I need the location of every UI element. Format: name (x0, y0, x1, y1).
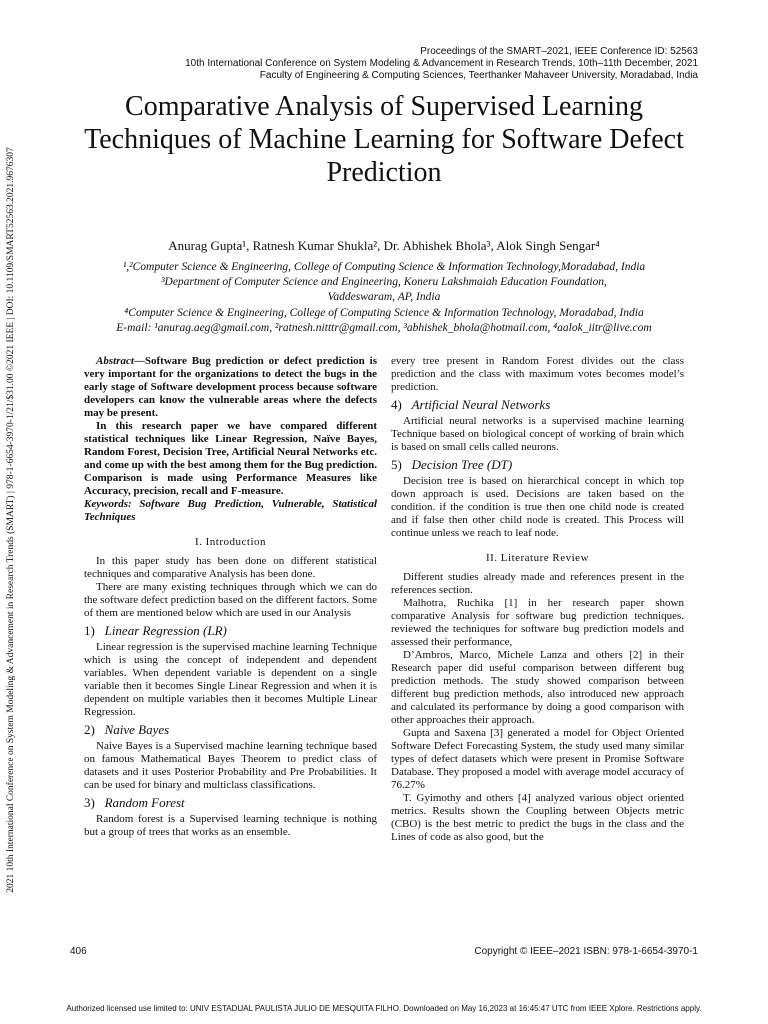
section-heading-literature-review: II. Literature Review (485, 552, 590, 564)
side-doi-text: 2021 10th International Conference on System Modeling & Advancement in Research Trends (SMART) | 978-1-6654-3970-1/21/$31.00 ©2021 IEEE | DOI: 10.1109/SMART52563.2021.9676307 (6, 147, 16, 893)
linear-regression-paragraph: Linear regression is the supervised machine learning Technique which is using the concept of independent and dependent variables. When dependent variable is dependent on a single variable then it becomes Single Linear Regression and when it is dependent on multiple variables then it becomes Multiple Linear Regression. (84, 641, 377, 718)
abstract-paragraph-2: In this research paper we have compared different statistical techniques like Linear Regression, Naïve Bayes, Random Forest, Decision Tree, Artificial Neural Networks etc. and come up with the best among them for the Bug prediction. Comparison is made using Performance Measures like Accuracy, precision, recall and F-measure. (84, 420, 377, 497)
abstract-label: Abstract— (96, 355, 145, 367)
conference-header-line3: Faculty of Engineering & Computing Sciences, Teerthanker Mahaveer University, Moradabad, India (259, 70, 698, 81)
conference-header-line1: Proceedings of the SMART–2021, IEEE Conference ID: 52563 (420, 46, 698, 57)
subsection-number: 2) (84, 722, 95, 737)
abstract-text-1: Software Bug prediction or defect prediction is very important for the organizations to detect the bugs in the early stage of Software development process because software developers can know the vulnerable areas where the defects may be present. (84, 355, 377, 419)
authorized-use-notice: Authorized licensed use limited to: UNIV ESTADUAL PAULISTA JULIO DE MESQUITA FILHO. Downloaded on May 16,2023 at 16:45:47 UTC from IEEE Xplore. Restrictions apply. (66, 1004, 702, 1013)
side-doi-strip (4, 100, 18, 940)
copyright-line: Copyright © IEEE–2021 ISBN: 978-1-6654-3970-1 (474, 946, 698, 957)
right-column (391, 355, 684, 844)
subsection-naive-bayes (84, 723, 377, 736)
subsection-decision-tree (391, 458, 684, 471)
abstract-paragraph-1 (84, 355, 377, 420)
affiliation-1-2: ¹,²Computer Science & Engineering, College of Computing Science & Information Technology,Moradabad, India (122, 261, 646, 273)
subsection-title: Artificial Neural Networks (411, 397, 551, 412)
subsection-number: 4) (391, 397, 402, 412)
subsection-number: 1) (84, 623, 95, 638)
neural-networks-paragraph: Artificial neural networks is a supervised machine learning Technique based on biological concept of working of brain which is based on small cells called neurons. (391, 415, 684, 453)
affiliation-3-location: Vaddeswaram, AP, India (327, 291, 441, 303)
affiliation-4: ⁴Computer Science & Engineering, College of Computing Science & Information Technology, Moradabad, India (124, 307, 644, 319)
affiliation-3: ³Department of Computer Science and Engineering, Koneru Lakshmaiah Education Foundation, (161, 276, 607, 288)
literature-paragraph-2: Malhotra, Ruchika [1] in her research paper shown comparative Analysis for software bug prediction techniques. reviewed the techniques for software bug prediction models and assessed their performance, (391, 597, 684, 648)
subsection-neural-networks (391, 398, 684, 411)
random-forest-continued: every tree present in Random Forest divides out the class prediction and the class with maximum votes becomes model’s prediction. (391, 355, 684, 393)
subsection-title: Decision Tree (DT) (411, 457, 513, 472)
subsection-random-forest (84, 796, 377, 809)
subsection-title: Random Forest (104, 795, 185, 810)
subsection-linear-regression (84, 624, 377, 637)
section-heading-introduction: I. Introduction (194, 536, 267, 548)
keywords: Keywords: Software Bug Prediction, Vulnerable, Statistical Techniques (84, 498, 377, 523)
email-line: E-mail: ¹anurag.aeg@gmail.com, ²ratnesh.nitttr@gmail.com, ³abhishek_bhola@hotmail.com, ⁴aalok_iitr@live.com (116, 322, 652, 334)
subsection-title: Linear Regression (LR) (104, 623, 227, 638)
literature-paragraph-3: D’Ambros, Marco, Michele Lanza and others [2] in their Research paper did useful comparison between different bug prediction methods. The study showed comparison between different bug prediction methods, also introduced new approach and calculated its performance by doing a good comparison with other approaches their approach. (391, 649, 684, 726)
authors-line: Anurag Gupta¹, Ratnesh Kumar Shukla², Dr. Abhishek Bhola³, Alok Singh Sengar⁴ (168, 238, 600, 253)
naive-bayes-paragraph: Naive Bayes is a Supervised machine learning technique based on famous Mathematical Bayes Theorem to predict class of datasets and it uses Posterior Probability and Pre Probabilities. It can be used for binary and multiclass classifications. (84, 740, 377, 791)
literature-paragraph-4: Gupta and Saxena [3] generated a model for Object Oriented Software Defect Forecasting System, the study used many similar types of defect datasets which were present in Promise Software Database. They proposed a model with average model accuracy of 76.27% (391, 727, 684, 791)
subsection-number: 3) (84, 795, 95, 810)
subsection-number: 5) (391, 457, 402, 472)
paper-title: Comparative Analysis of Supervised Learning Techniques of Machine Learning for Software Defect Prediction (84, 91, 684, 188)
conference-header-line2: 10th International Conference on System Modeling & Advancement in Research Trends, 10th–11th December, 2021 (185, 58, 698, 69)
literature-paragraph-1: Different studies already made and references present in the references section. (391, 571, 684, 596)
page-number: 406 (70, 946, 87, 957)
intro-paragraph-1: In this paper study has been done on different statistical techniques and comparative Analysis has been done. (84, 555, 377, 580)
subsection-title: Naive Bayes (104, 722, 170, 737)
left-column (84, 355, 377, 839)
intro-paragraph-2: There are many existing techniques through which we can do the software defect prediction based on the different factors. Some of them are mentioned below which are used in our Analysis (84, 581, 377, 619)
decision-tree-paragraph: Decision tree is based on hierarchical concept in which top down approach is used. Decisions are taken based on the condition. if the condition is true then one child node is created and if false then other child node is created. This Process will continue unless we reach to leaf node. (391, 475, 684, 539)
literature-paragraph-5: T. Gyimothy and others [4] analyzed various object oriented metrics. Results shown the Coupling between Objects metric (CBO) is the best metric to predict the bugs in the class and the Lines of code as also good, but the (391, 792, 684, 843)
random-forest-paragraph: Random forest is a Supervised learning technique is nothing but a group of trees that works as an ensemble. (84, 813, 377, 838)
